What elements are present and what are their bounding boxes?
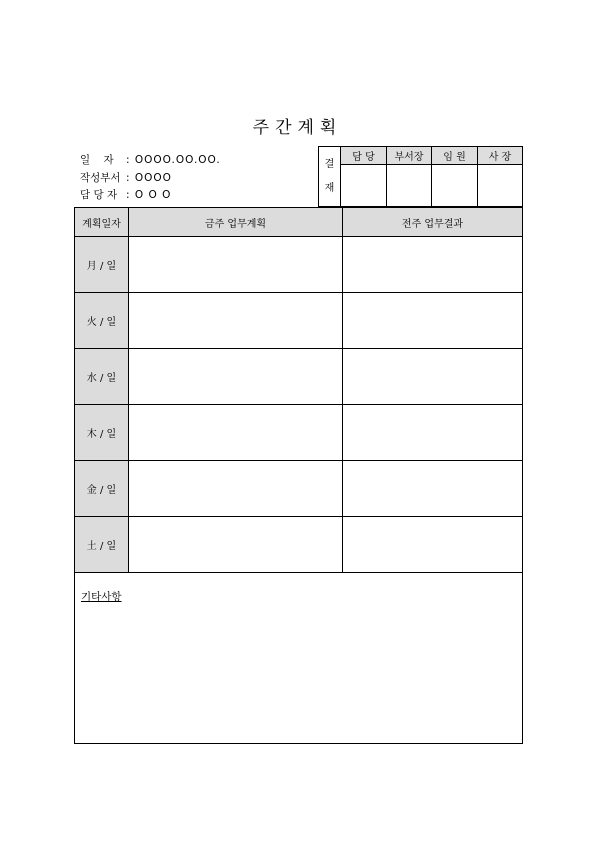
plan-cell-fri[interactable]: [129, 461, 343, 517]
approval-header-executive: 임 원: [432, 147, 478, 165]
info-manager-label: 담 당 자: [80, 189, 118, 201]
approval-side-label-1: 결: [324, 158, 335, 170]
header-plan-date: 계획일자: [75, 208, 129, 237]
info-department: [80, 170, 172, 185]
info-department-label: 작성부서: [80, 172, 121, 184]
header-this-week-plan: 금주 업무계획: [129, 208, 343, 237]
approval-header-manager: 담 당: [341, 147, 387, 165]
day-label-thu: 木 / 일: [75, 405, 129, 461]
day-label-tue: 火 / 일: [75, 293, 129, 349]
day-label-fri: 金 / 일: [75, 461, 129, 517]
plan-cell-tue[interactable]: [129, 293, 343, 349]
result-cell-sat[interactable]: [343, 517, 523, 573]
plan-cell-mon[interactable]: [129, 237, 343, 293]
result-cell-thu[interactable]: [343, 405, 523, 461]
table-row: [75, 517, 523, 573]
result-cell-mon[interactable]: [343, 237, 523, 293]
approval-sign-executive[interactable]: [432, 165, 478, 207]
notes-label: 기타사항: [81, 591, 122, 603]
result-cell-fri[interactable]: [343, 461, 523, 517]
result-cell-tue[interactable]: [343, 293, 523, 349]
notes-box[interactable]: [74, 572, 523, 744]
table-row: [75, 237, 523, 293]
approval-side-label: [319, 147, 341, 207]
day-label-wed: 水 / 일: [75, 349, 129, 405]
table-row: [75, 405, 523, 461]
table-row: [75, 293, 523, 349]
approval-header-dept-head: 부서장: [387, 147, 432, 165]
result-cell-wed[interactable]: [343, 349, 523, 405]
plan-cell-thu[interactable]: [129, 405, 343, 461]
approval-header-president: 사 장: [478, 147, 523, 165]
table-row: [75, 349, 523, 405]
plan-cell-wed[interactable]: [129, 349, 343, 405]
header-last-week-result: 전주 업무결과: [343, 208, 523, 237]
day-label-mon: 月 / 일: [75, 237, 129, 293]
info-manager-value: : O O O: [126, 189, 172, 201]
approval-sign-manager[interactable]: [341, 165, 387, 207]
plan-cell-sat[interactable]: [129, 517, 343, 573]
plan-table: [74, 207, 523, 573]
approval-sign-president[interactable]: [478, 165, 523, 207]
info-date-label: 일 자: [80, 154, 114, 166]
info-date-value: : OOOO.OO.OO.: [126, 154, 221, 166]
day-label-sat: 土 / 일: [75, 517, 129, 573]
approval-box: [318, 146, 523, 207]
info-date: [80, 152, 221, 167]
approval-sign-dept-head[interactable]: [387, 165, 432, 207]
info-manager: [80, 187, 171, 202]
approval-side-label-2: 재: [324, 182, 335, 194]
table-row: [75, 461, 523, 517]
page-title: 주간계획: [252, 118, 343, 138]
info-department-value: : OOOO: [126, 172, 172, 184]
